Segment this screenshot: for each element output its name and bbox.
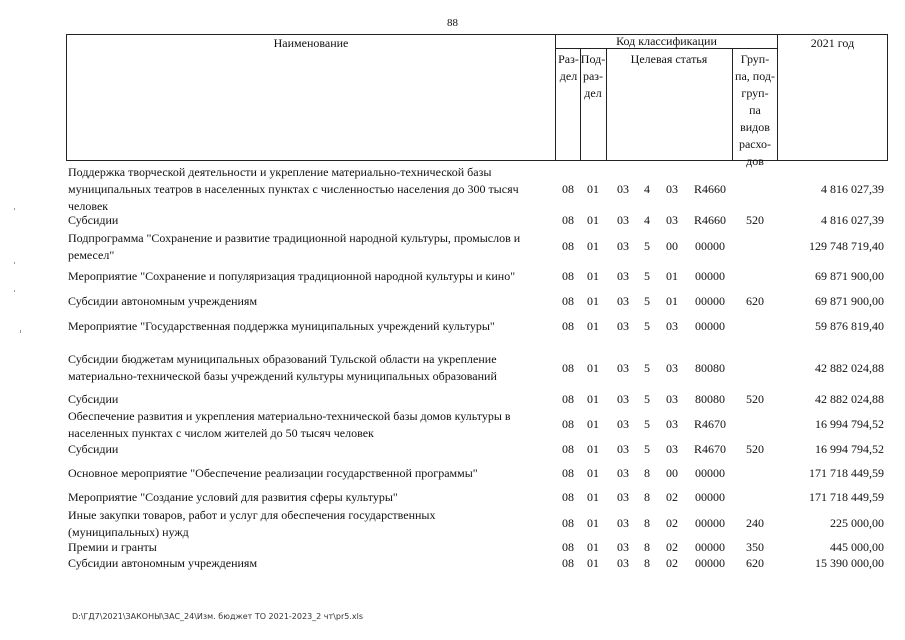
row-cs4: R4670: [693, 417, 726, 431]
row-podrazdel: 01: [587, 361, 599, 375]
row-podrazdel: 01: [587, 466, 599, 480]
row-podrazdel: 01: [587, 319, 599, 333]
row-amount: 129 748 719,40: [809, 239, 884, 253]
row-vid: 620: [746, 556, 764, 570]
row-cs3: 02: [666, 556, 678, 570]
row-cs1: 03: [617, 294, 629, 308]
row-cs3: 03: [666, 213, 678, 227]
row-name: Иные закупки товаров, работ и услуг для обеспечения государственных (муниципальных) нужд: [68, 508, 436, 539]
row-name: Поддержка творческой деятельности и укрепление материально-технической базы муниципальных театров в населенных пунктах с численностью населения до 300 тысяч человек: [68, 165, 519, 213]
row-podrazdel: 01: [587, 213, 599, 227]
row-cs4: 00000: [695, 239, 725, 253]
row-razdel: 08: [562, 516, 574, 530]
row-cs2: 8: [644, 540, 650, 554]
row-cs4: R4660: [693, 213, 726, 227]
row-cs4: 80080: [695, 361, 725, 375]
row-cs3: 02: [666, 490, 678, 504]
row-razdel: 08: [562, 392, 574, 406]
row-cs1: 03: [617, 417, 629, 431]
row-name: Мероприятие "Государственная поддержка муниципальных учреждений культуры": [68, 319, 495, 333]
row-cs2: 5: [644, 392, 650, 406]
row-name: Субсидии автономным учреждениям: [68, 294, 258, 308]
row-name: Основное мероприятие "Обеспечение реализации государственной программы": [68, 466, 478, 480]
row-cs4: 00000: [695, 269, 725, 283]
row-podrazdel: 01: [587, 556, 599, 570]
row-razdel: 08: [562, 417, 574, 431]
row-cs1: 03: [617, 361, 629, 375]
row-cs4: 00000: [695, 490, 725, 504]
row-razdel: 08: [562, 294, 574, 308]
header-target-article: Целевая статья: [630, 52, 708, 66]
header-name: Наименование: [273, 36, 349, 50]
row-cs3: 03: [666, 442, 678, 456]
row-amount: 42 882 024,88: [815, 361, 884, 375]
row-cs3: 00: [666, 466, 678, 480]
row-cs2: 8: [644, 516, 650, 530]
row-cs4: 00000: [695, 466, 725, 480]
header-expense-group: Груп- па, под- груп- па видов расхо- дов: [735, 52, 775, 168]
row-cs2: 8: [644, 466, 650, 480]
row-cs2: 4: [644, 213, 650, 227]
row-cs4: 00000: [695, 540, 725, 554]
row-cs1: 03: [617, 540, 629, 554]
row-amount: 59 876 819,40: [815, 319, 884, 333]
row-cs1: 03: [617, 516, 629, 530]
row-razdel: 08: [562, 182, 574, 196]
row-amount: 16 994 794,52: [815, 417, 884, 431]
row-amount: 16 994 794,52: [815, 442, 884, 456]
row-razdel: 08: [562, 442, 574, 456]
file-path-footer: D:\ГД7\2021\ЗАКОНЫ\ЗАС_24\Изм. бюджет ТО 2021-2023_2 чт\pr5.xls: [72, 612, 363, 621]
row-cs1: 03: [617, 319, 629, 333]
row-name: Премии и гранты: [68, 540, 157, 554]
row-cs4: 00000: [695, 556, 725, 570]
row-razdel: 08: [562, 361, 574, 375]
scan-mark: [14, 290, 15, 292]
row-vid: 520: [746, 442, 764, 456]
row-podrazdel: 01: [587, 182, 599, 196]
row-razdel: 08: [562, 319, 574, 333]
row-podrazdel: 01: [587, 490, 599, 504]
row-razdel: 08: [562, 490, 574, 504]
row-razdel: 08: [562, 556, 574, 570]
scan-mark: [14, 262, 15, 264]
row-cs3: 01: [666, 269, 678, 283]
row-cs4: 00000: [695, 294, 725, 308]
row-podrazdel: 01: [587, 239, 599, 253]
row-cs1: 03: [617, 269, 629, 283]
row-podrazdel: 01: [587, 540, 599, 554]
row-vid: 240: [746, 516, 764, 530]
row-podrazdel: 01: [587, 442, 599, 456]
row-cs2: 4: [644, 182, 650, 196]
row-cs3: 00: [666, 239, 678, 253]
row-podrazdel: 01: [587, 516, 599, 530]
row-name: Субсидии: [68, 442, 119, 456]
row-amount: 171 718 449,59: [809, 490, 884, 504]
row-cs2: 5: [644, 417, 650, 431]
row-cs4: 00000: [695, 319, 725, 333]
row-amount: 42 882 024,88: [815, 392, 884, 406]
row-amount: 15 390 000,00: [815, 556, 884, 570]
header-year-cell: [777, 34, 888, 161]
row-vid: 520: [746, 213, 764, 227]
row-cs3: 03: [666, 417, 678, 431]
row-amount: 69 871 900,00: [815, 294, 884, 308]
header-code-group: Код классификации: [616, 34, 717, 48]
row-cs2: 8: [644, 490, 650, 504]
row-cs2: 8: [644, 556, 650, 570]
row-cs3: 03: [666, 361, 678, 375]
row-razdel: 08: [562, 540, 574, 554]
row-cs1: 03: [617, 490, 629, 504]
row-razdel: 08: [562, 466, 574, 480]
row-cs3: 02: [666, 516, 678, 530]
row-vid: 520: [746, 392, 764, 406]
row-cs1: 03: [617, 466, 629, 480]
row-amount: 4 816 027,39: [821, 213, 884, 227]
row-name: Обеспечение развития и укрепления материально-технической базы домов культуры в населенных пунктах с числом жителей до 50 тысяч человек: [68, 409, 511, 440]
header-subsection: Под- раз- дел: [580, 52, 606, 100]
row-cs1: 03: [617, 182, 629, 196]
row-amount: 171 718 449,59: [809, 466, 884, 480]
row-cs1: 03: [617, 239, 629, 253]
header-year: 2021 год: [810, 36, 855, 50]
row-cs4: 00000: [695, 516, 725, 530]
row-name: Подпрограмма "Сохранение и развитие традиционной народной культуры, промыслов и ремесел": [68, 231, 521, 262]
row-cs2: 5: [644, 361, 650, 375]
row-cs4: R4670: [693, 442, 726, 456]
row-vid: 350: [746, 540, 764, 554]
row-name: Мероприятие "Сохранение и популяризация традиционной народной культуры и кино": [68, 269, 516, 283]
row-cs2: 5: [644, 294, 650, 308]
row-cs3: 02: [666, 540, 678, 554]
row-podrazdel: 01: [587, 392, 599, 406]
row-podrazdel: 01: [587, 294, 599, 308]
row-amount: 445 000,00: [830, 540, 884, 554]
row-razdel: 08: [562, 269, 574, 283]
row-name: Субсидии бюджетам муниципальных образований Тульской области на укрепление материально-технической базы учреждений культуры муниципальных образований: [68, 352, 497, 383]
row-cs1: 03: [617, 392, 629, 406]
row-cs3: 03: [666, 319, 678, 333]
row-amount: 225 000,00: [830, 516, 884, 530]
row-cs4: 80080: [695, 392, 725, 406]
row-amount: 69 871 900,00: [815, 269, 884, 283]
row-cs2: 5: [644, 319, 650, 333]
row-amount: 4 816 027,39: [821, 182, 884, 196]
row-cs2: 5: [644, 442, 650, 456]
row-name: Мероприятие "Создание условий для развития сферы культуры": [68, 490, 398, 504]
row-podrazdel: 01: [587, 417, 599, 431]
row-name: Субсидии: [68, 213, 119, 227]
row-name: Субсидии автономным учреждениям: [68, 556, 258, 570]
row-name: Субсидии: [68, 392, 119, 406]
row-cs3: 01: [666, 294, 678, 308]
row-cs2: 5: [644, 269, 650, 283]
row-cs2: 5: [644, 239, 650, 253]
row-cs1: 03: [617, 556, 629, 570]
row-vid: 620: [746, 294, 764, 308]
header-name-cell: [66, 34, 556, 161]
page-number: 88: [447, 17, 458, 29]
row-cs1: 03: [617, 213, 629, 227]
row-cs3: 03: [666, 392, 678, 406]
scan-mark: [14, 208, 15, 210]
row-cs3: 03: [666, 182, 678, 196]
row-podrazdel: 01: [587, 269, 599, 283]
row-razdel: 08: [562, 239, 574, 253]
header-section: Раз- дел: [558, 52, 579, 83]
row-cs4: R4660: [693, 182, 726, 196]
row-cs1: 03: [617, 442, 629, 456]
scan-mark: [20, 330, 21, 333]
row-razdel: 08: [562, 213, 574, 227]
